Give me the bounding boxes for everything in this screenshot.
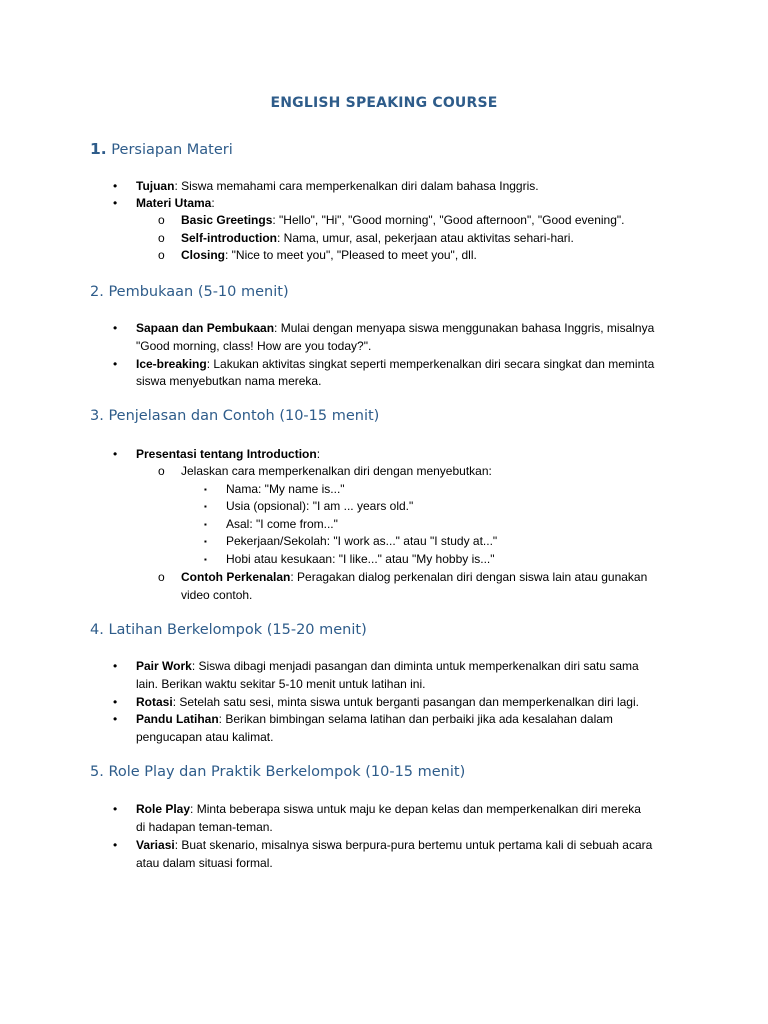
bullet-marker: • [113,196,118,210]
bullet-marker: • [113,712,118,726]
document-title: ENGLISH SPEAKING COURSE [270,95,498,111]
square-bullet-marker: ▪ [204,520,207,529]
list-item-continuation: atau dalam situasi formal. [136,856,273,870]
section-5-heading: 5. Role Play dan Praktik Berkelompok (10-15 menit) [90,764,466,780]
list-item: Presentasi tentang Introduction: [136,447,321,461]
bullet-marker: • [113,838,118,852]
section-1-heading [90,140,233,158]
section-4-heading: 4. Latihan Berkelompok (15-20 menit) [90,622,367,638]
sub-bullet-marker: o [158,248,165,262]
sub-bullet-marker: o [158,570,165,584]
list-item: Sapaan dan Pembukaan: Mulai dengan menyapa siswa menggunakan bahasa Inggris, misalnya [136,321,655,335]
section-1-title: Persiapan Materi [111,142,233,158]
list-item: Pekerjaan/Sekolah: "I work as..." atau "I study at..." [226,534,498,548]
square-bullet-marker: ▪ [204,537,207,546]
square-bullet-marker: ▪ [204,485,207,494]
section-1-number: 1. [90,140,107,158]
bullet-marker: • [113,802,118,816]
list-item: Nama: "My name is..." [226,482,345,496]
bullet-marker: • [113,447,118,461]
sub-bullet-marker: o [158,464,165,478]
list-item: Asal: "I come from..." [226,517,338,531]
list-item: Variasi: Buat skenario, misalnya siswa berpura-pura bertemu untuk pertama kali di sebuah acara [136,838,653,852]
bullet-marker: • [113,695,118,709]
list-item: Ice-breaking: Lakukan aktivitas singkat seperti memperkenalkan diri secara singkat dan meminta [136,357,655,371]
list-item: Self-introduction: Nama, umur, asal, pekerjaan atau aktivitas sehari-hari. [181,231,574,245]
sub-bullet-marker: o [158,231,165,245]
bullet-marker: • [113,179,118,193]
list-item-continuation: di hadapan teman-teman. [136,820,273,834]
list-item: Tujuan: Siswa memahami cara memperkenalkan diri dalam bahasa Inggris. [136,179,539,193]
bullet-marker: • [113,659,118,673]
list-item-continuation: "Good morning, class! How are you today?". [136,339,372,353]
list-item: Rotasi: Setelah satu sesi, minta siswa untuk berganti pasangan dan memperkenalkan diri lagi. [136,695,639,709]
bullet-marker: • [113,357,118,371]
list-item: Usia (opsional): "I am ... years old." [226,499,414,513]
sub-bullet-marker: o [158,213,165,227]
list-item-continuation: lain. Berikan waktu sekitar 5-10 menit untuk latihan ini. [136,677,426,691]
list-item: Contoh Perkenalan: Peragakan dialog perkenalan diri dengan siswa lain atau gunakan [181,570,648,584]
list-item: Hobi atau kesukaan: "I like..." atau "My hobby is..." [226,552,495,566]
list-item: Role Play: Minta beberapa siswa untuk maju ke depan kelas dan memperkenalkan diri mereka [136,802,641,816]
list-item: Jelaskan cara memperkenalkan diri dengan menyebutkan: [181,464,492,478]
section-2-heading: 2. Pembukaan (5-10 menit) [90,284,289,300]
list-item: Basic Greetings: "Hello", "Hi", "Good morning", "Good afternoon", "Good evening". [181,213,625,227]
list-item: Pandu Latihan: Berikan bimbingan selama latihan dan perbaiki jika ada kesalahan dalam [136,712,613,726]
square-bullet-marker: ▪ [204,502,207,511]
list-item: Closing: "Nice to meet you", "Pleased to meet you", dll. [181,248,477,262]
list-item: Pair Work: Siswa dibagi menjadi pasangan dan diminta untuk memperkenalkan diri satu sama [136,659,639,673]
section-3-heading: 3. Penjelasan dan Contoh (10-15 menit) [90,408,380,424]
bullet-marker: • [113,321,118,335]
list-item: Materi Utama: [136,196,215,210]
square-bullet-marker: ▪ [204,555,207,564]
list-item-continuation: video contoh. [181,588,253,602]
list-item-continuation: pengucapan atau kalimat. [136,730,274,744]
list-item-continuation: siswa menyebutkan nama mereka. [136,374,322,388]
